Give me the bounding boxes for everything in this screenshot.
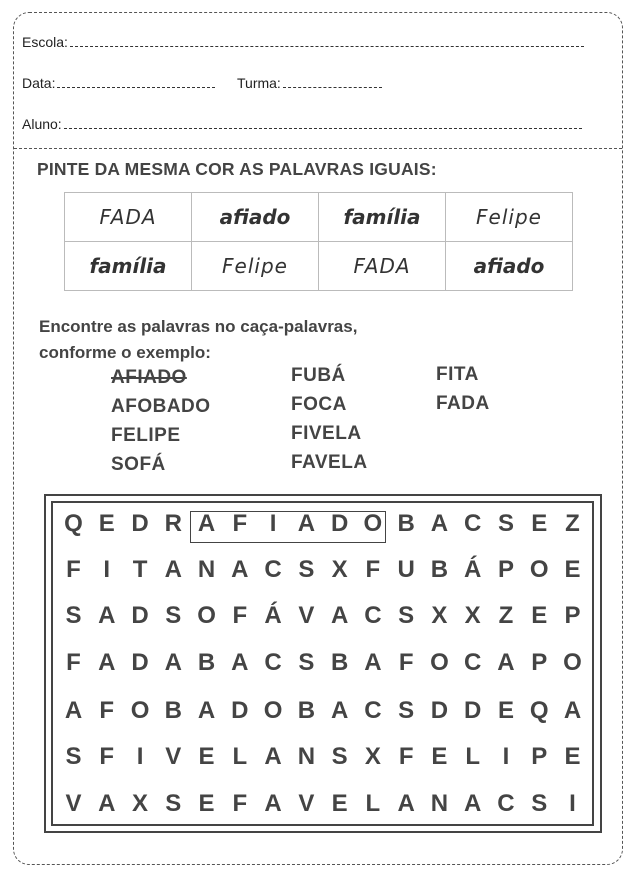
wordsearch-letter[interactable]: O	[529, 556, 549, 583]
list-item: FIVELA	[291, 423, 362, 444]
wordsearch-letter[interactable]: L	[465, 743, 481, 770]
wordsearch-letter[interactable]: F	[232, 510, 248, 537]
header-divider	[14, 148, 622, 149]
wordsearch-letter[interactable]: C	[464, 649, 482, 676]
wordsearch-letter[interactable]: S	[497, 510, 514, 537]
wordsearch-letter[interactable]: C	[364, 697, 382, 724]
wordsearch-letter[interactable]: V	[165, 743, 182, 770]
instruction-line: Encontre as palavras no caça-palavras,	[39, 317, 358, 336]
wordsearch-letter[interactable]: S	[298, 556, 315, 583]
wordsearch-letter[interactable]: E	[198, 743, 215, 770]
class-field[interactable]	[237, 75, 382, 91]
wordsearch-letter[interactable]: F	[232, 602, 248, 629]
exercise2-instruction	[39, 314, 357, 366]
word-cell[interactable]: FADA	[319, 242, 446, 291]
matching-words-table	[64, 192, 573, 291]
wordsearch-letter[interactable]: D	[131, 510, 149, 537]
school-field[interactable]	[22, 34, 584, 50]
wordsearch-letter[interactable]: Á	[264, 602, 282, 629]
wordsearch-letter[interactable]: F	[398, 743, 414, 770]
wordsearch-letter[interactable]: Á	[464, 556, 482, 583]
list-item: FUBÁ	[291, 365, 346, 386]
wordsearch-letter[interactable]: S	[165, 602, 182, 629]
word-cell[interactable]: afiado	[192, 193, 319, 242]
wordsearch-letter[interactable]: A	[197, 510, 216, 537]
wordsearch-letter[interactable]: S	[531, 790, 548, 817]
word-list-col3	[436, 360, 490, 418]
wordsearch-letter[interactable]: A	[231, 556, 249, 583]
wordsearch-letter[interactable]: E	[497, 697, 514, 724]
wordsearch-letter[interactable]: N	[430, 790, 449, 817]
wordsearch-letter[interactable]: D	[131, 602, 149, 629]
wordsearch-letter[interactable]: X	[132, 790, 149, 817]
wordsearch-letter[interactable]: A	[164, 649, 182, 676]
wordsearch-letter[interactable]: O	[563, 649, 582, 676]
wordsearch-letter[interactable]: B	[197, 649, 216, 676]
wordsearch-letter[interactable]: A	[64, 697, 83, 724]
wordsearch-letter[interactable]: B	[164, 697, 182, 724]
wordsearch-letter[interactable]: B	[397, 510, 415, 537]
wordsearch-letter[interactable]: S	[398, 697, 415, 724]
wordsearch-letter[interactable]: A	[264, 790, 282, 817]
wordsearch-letter[interactable]: A	[364, 649, 382, 676]
table-row	[65, 193, 573, 242]
wordsearch-letter[interactable]: E	[431, 743, 448, 770]
student-label: Aluno:	[22, 116, 62, 132]
wordsearch-letter[interactable]: D	[231, 697, 249, 724]
wordsearch-letter[interactable]: A	[98, 649, 116, 676]
wordsearch-letter[interactable]: S	[298, 649, 315, 676]
wordsearch-letter[interactable]: S	[331, 743, 348, 770]
wordsearch-letter[interactable]: O	[130, 697, 150, 724]
wordsearch-letter[interactable]: C	[497, 790, 515, 817]
list-item: FITA	[436, 364, 479, 385]
wordsearch-letter[interactable]: A	[563, 697, 582, 724]
wordsearch-letter[interactable]: I	[269, 510, 277, 537]
wordsearch-letter[interactable]: P	[531, 743, 548, 770]
wordsearch-letter[interactable]: A	[397, 790, 415, 817]
wordsearch-letter[interactable]: I	[569, 790, 576, 817]
wordsearch-letter[interactable]: A	[297, 510, 316, 537]
wordsearch-letter[interactable]: F	[99, 697, 115, 724]
word-cell[interactable]: afiado	[446, 242, 573, 291]
wordsearch-letter[interactable]: T	[132, 556, 148, 583]
wordsearch-letter[interactable]: A	[98, 602, 116, 629]
wordsearch-letter[interactable]: C	[264, 556, 282, 583]
wordsearch-letter[interactable]: F	[66, 649, 81, 676]
wordsearch-letter[interactable]: E	[198, 790, 215, 817]
student-field[interactable]	[22, 116, 582, 132]
wordsearch-letter[interactable]: Q	[529, 697, 549, 724]
wordsearch-letter[interactable]: C	[364, 602, 382, 629]
date-label: Data:	[22, 75, 56, 91]
wordsearch-letter[interactable]: N	[197, 556, 216, 583]
wordsearch-letter[interactable]: E	[98, 510, 115, 537]
wordsearch-row	[58, 790, 588, 818]
wordsearch-letter[interactable]: S	[398, 602, 415, 629]
wordsearch-letter[interactable]: E	[331, 790, 348, 817]
word-list-col1	[111, 363, 211, 479]
wordsearch-letter[interactable]: L	[365, 790, 381, 817]
list-item: FELIPE	[111, 425, 181, 446]
wordsearch-letter[interactable]: O	[430, 649, 449, 676]
wordsearch-letter[interactable]: F	[99, 743, 115, 770]
date-line	[57, 77, 215, 88]
wordsearch-letter[interactable]: I	[502, 743, 510, 770]
word-cell[interactable]: família	[319, 193, 446, 242]
wordsearch-letter[interactable]: I	[136, 743, 144, 770]
instruction-line: conforme o exemplo:	[39, 343, 211, 362]
wordsearch-letter[interactable]: A	[164, 556, 182, 583]
list-item: FAVELA	[291, 452, 368, 473]
wordsearch-letter[interactable]: E	[531, 510, 548, 537]
class-line	[283, 77, 382, 88]
wordsearch-letter[interactable]: C	[264, 649, 282, 676]
wordsearch-row	[58, 649, 588, 677]
class-label: Turma:	[237, 75, 281, 91]
wordsearch-letter[interactable]: O	[263, 697, 283, 724]
wordsearch-letter[interactable]: F	[398, 649, 414, 676]
wordsearch-letter[interactable]: D	[330, 510, 349, 537]
wordsearch-letter[interactable]: A	[231, 649, 249, 676]
exercise1-title: PINTE DA MESMA COR AS PALAVRAS IGUAIS:	[37, 159, 437, 179]
wordsearch-letter[interactable]: S	[65, 602, 82, 629]
school-label: Escola:	[22, 34, 68, 50]
wordsearch-letter[interactable]: S	[65, 743, 82, 770]
word-cell[interactable]: família	[65, 242, 192, 291]
wordsearch-letter[interactable]: V	[298, 602, 315, 629]
wordsearch-letter[interactable]: X	[364, 743, 381, 770]
wordsearch-letter[interactable]: A	[430, 510, 449, 537]
list-item: FADA	[436, 393, 490, 414]
wordsearch-letter[interactable]: A	[98, 790, 116, 817]
wordsearch-letter[interactable]: Z	[498, 602, 514, 629]
wordsearch-letter[interactable]: C	[464, 510, 482, 537]
list-item: SOFÁ	[111, 454, 166, 475]
wordsearch-letter[interactable]: F	[365, 556, 381, 583]
wordsearch-row	[58, 743, 588, 771]
wordsearch-letter[interactable]: D	[464, 697, 482, 724]
wordsearch-letter[interactable]: N	[297, 743, 316, 770]
wordsearch-letter[interactable]: D	[430, 697, 449, 724]
wordsearch-letter[interactable]: X	[431, 602, 448, 629]
wordsearch-letter[interactable]: A	[330, 697, 349, 724]
wordsearch-letter[interactable]: X	[331, 556, 348, 583]
wordsearch-letter[interactable]: A	[197, 697, 216, 724]
wordsearch-row	[58, 697, 588, 725]
date-field[interactable]	[22, 75, 215, 91]
wordsearch-letter[interactable]: F	[232, 790, 248, 817]
wordsearch-letter[interactable]: R	[164, 510, 182, 537]
wordsearch-letter[interactable]: L	[232, 743, 248, 770]
wordsearch-row	[58, 602, 588, 630]
wordsearch-letter[interactable]: V	[298, 790, 315, 817]
word-list-col2	[291, 361, 368, 477]
wordsearch-letter[interactable]: V	[65, 790, 82, 817]
wordsearch-letter[interactable]: A	[497, 649, 515, 676]
wordsearch-letter[interactable]: A	[330, 602, 349, 629]
wordsearch-letter[interactable]: B	[297, 697, 316, 724]
wordsearch-letter[interactable]: I	[103, 556, 111, 583]
list-item-example: AFIADO	[111, 367, 187, 388]
wordsearch-letter[interactable]: P	[497, 556, 514, 583]
wordsearch-letter[interactable]: A	[264, 743, 282, 770]
wordsearch-letter[interactable]: P	[531, 649, 548, 676]
wordsearch-letter[interactable]: U	[397, 556, 415, 583]
word-cell[interactable]: Felipe	[192, 242, 319, 291]
wordsearch-letter[interactable]: E	[564, 556, 581, 583]
wordsearch-letter[interactable]: B	[430, 556, 449, 583]
student-line	[64, 118, 582, 129]
list-item: FOCA	[291, 394, 347, 415]
wordsearch-row	[58, 556, 588, 584]
list-item: AFOBADO	[111, 396, 211, 417]
wordsearch-letter[interactable]: Q	[64, 510, 83, 537]
table-row	[65, 242, 573, 291]
wordsearch-letter[interactable]: B	[330, 649, 349, 676]
word-cell[interactable]: Felipe	[446, 193, 573, 242]
wordsearch-letter[interactable]: E	[531, 602, 548, 629]
wordsearch-letter[interactable]: A	[464, 790, 482, 817]
wordsearch-letter[interactable]: Z	[565, 510, 580, 537]
wordsearch-letter[interactable]: X	[464, 602, 481, 629]
wordsearch-letter[interactable]: F	[66, 556, 81, 583]
wordsearch-row	[58, 510, 588, 538]
wordsearch-letter[interactable]: E	[564, 743, 581, 770]
word-cell[interactable]: FADA	[65, 193, 192, 242]
school-line	[70, 36, 584, 47]
wordsearch-letter[interactable]: S	[165, 790, 182, 817]
wordsearch-letter[interactable]: D	[131, 649, 149, 676]
wordsearch-letter[interactable]: O	[197, 602, 216, 629]
wordsearch-letter[interactable]: P	[564, 602, 581, 629]
wordsearch-letter[interactable]: O	[363, 510, 383, 537]
